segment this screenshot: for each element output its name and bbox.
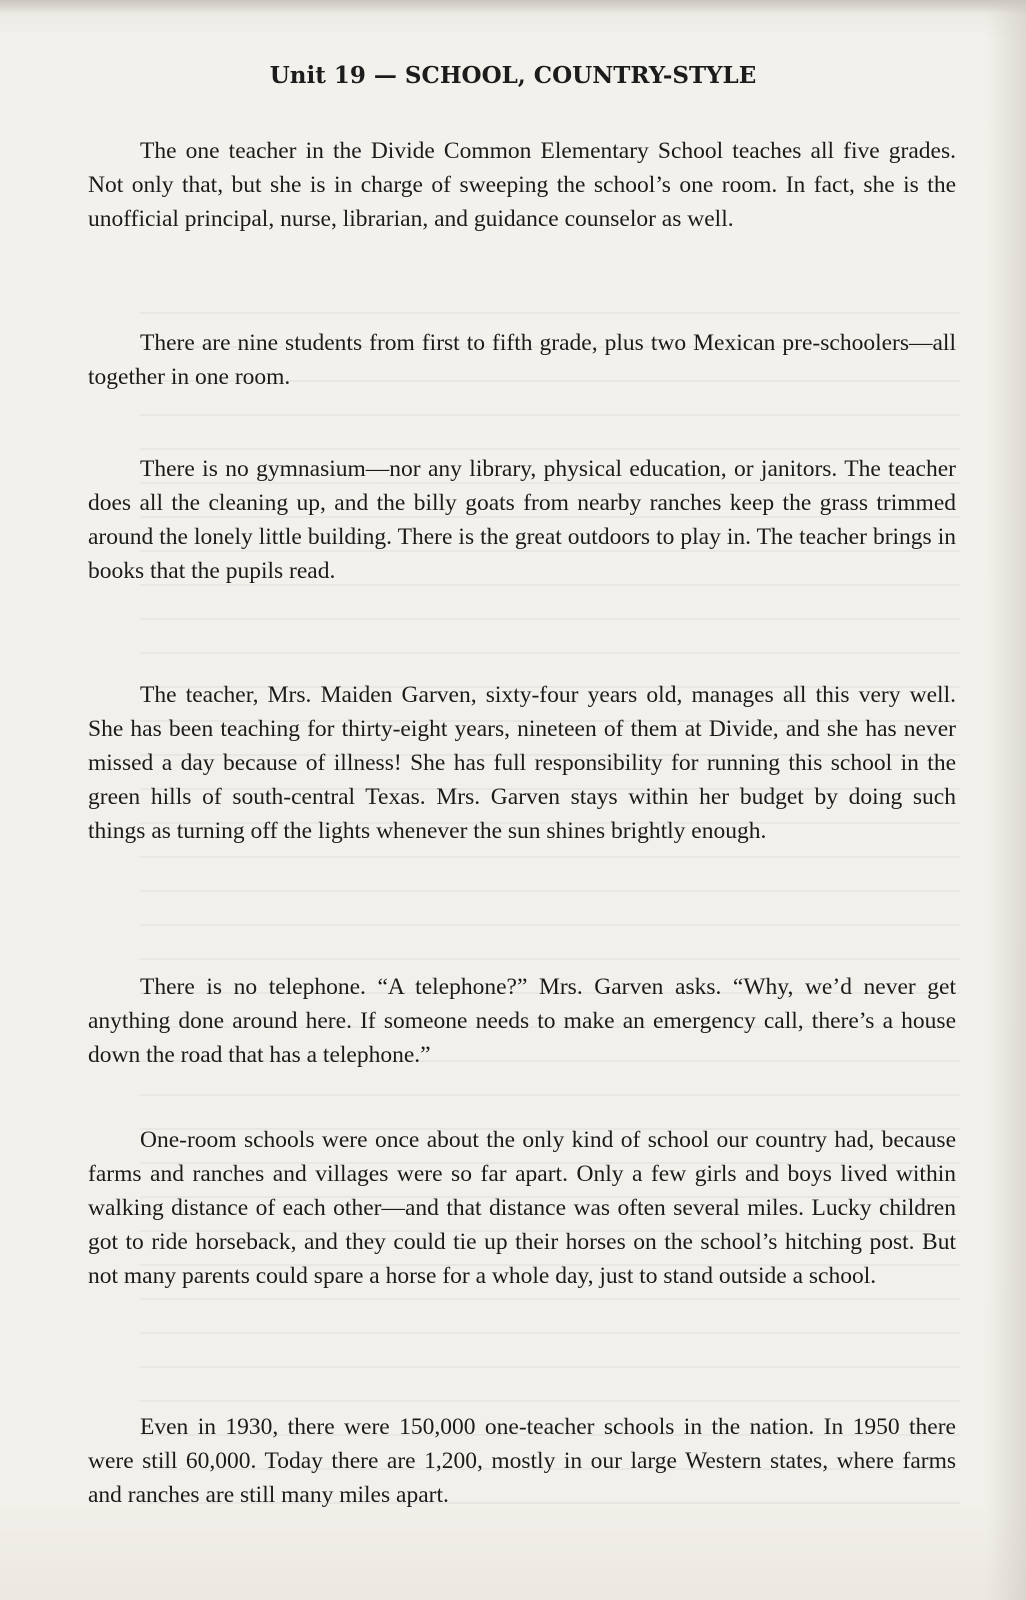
paragraph-no-gymnasium: There is no gymnasium—nor any library, physical education, or janitors. The teacher does all the cleaning up, and the billy goats from nearby ranches keep the grass trimmed around the lonely little building. There is the great outdoors to play in. The teacher brings in books that the pupils read.: [88, 456, 956, 584]
unit-title: Unit 19 — SCHOOL, COUNTRY-STYLE: [269, 62, 757, 89]
paragraph-mrs-garven: The teacher, Mrs. Maiden Garven, sixty-four years old, manages all this very well. She has been teaching for thirty-eight years, nineteen of them at Divide, and she has never missed a day because of illness! She has full responsibility for running this school in the green hills of south-central Texas. Mrs. Garven stays within her budget by doing such things as turning off the lights whenever the sun shines brightly enough.: [88, 682, 956, 844]
page-right-shadow: [986, 0, 1026, 1600]
paragraph-students: There are nine students from first to fifth grade, plus two Mexican pre-schoolers—all together in one room.: [88, 330, 956, 390]
paragraph-one-room-schools: One-room schools were once about the only kind of school our country had, because farms and ranches and villages were so far apart. Only a few girls and boys lived within walking distance of each other—and that distance was often several miles. Lucky children got to ride horseback, and they could tie up their horses on the school’s hitching post. But not many parents could spare a horse for a whole day, just to stand outside a school.: [88, 1127, 956, 1289]
page-top-edge: [0, 0, 1026, 14]
paragraph-statistics: Even in 1930, there were 150,000 one-teacher schools in the nation. In 1950 there were still 60,000. Today there are 1,200, mostly in our large Western states, where farms and ranches are still many miles apart.: [88, 1414, 956, 1508]
paragraph-no-telephone: There is no telephone. “A telephone?” Mrs. Garven asks. “Why, we’d never get anything done around here. If someone needs to make an emergency call, there’s a house down the road that has a telephone.”: [88, 974, 956, 1068]
paragraph-one-teacher: The one teacher in the Divide Common Elementary School teaches all five grades. Not only that, but she is in charge of sweeping the school’s one room. In fact, she is the unofficial principal, nurse, librarian, and guidance counselor as well.: [88, 138, 956, 232]
